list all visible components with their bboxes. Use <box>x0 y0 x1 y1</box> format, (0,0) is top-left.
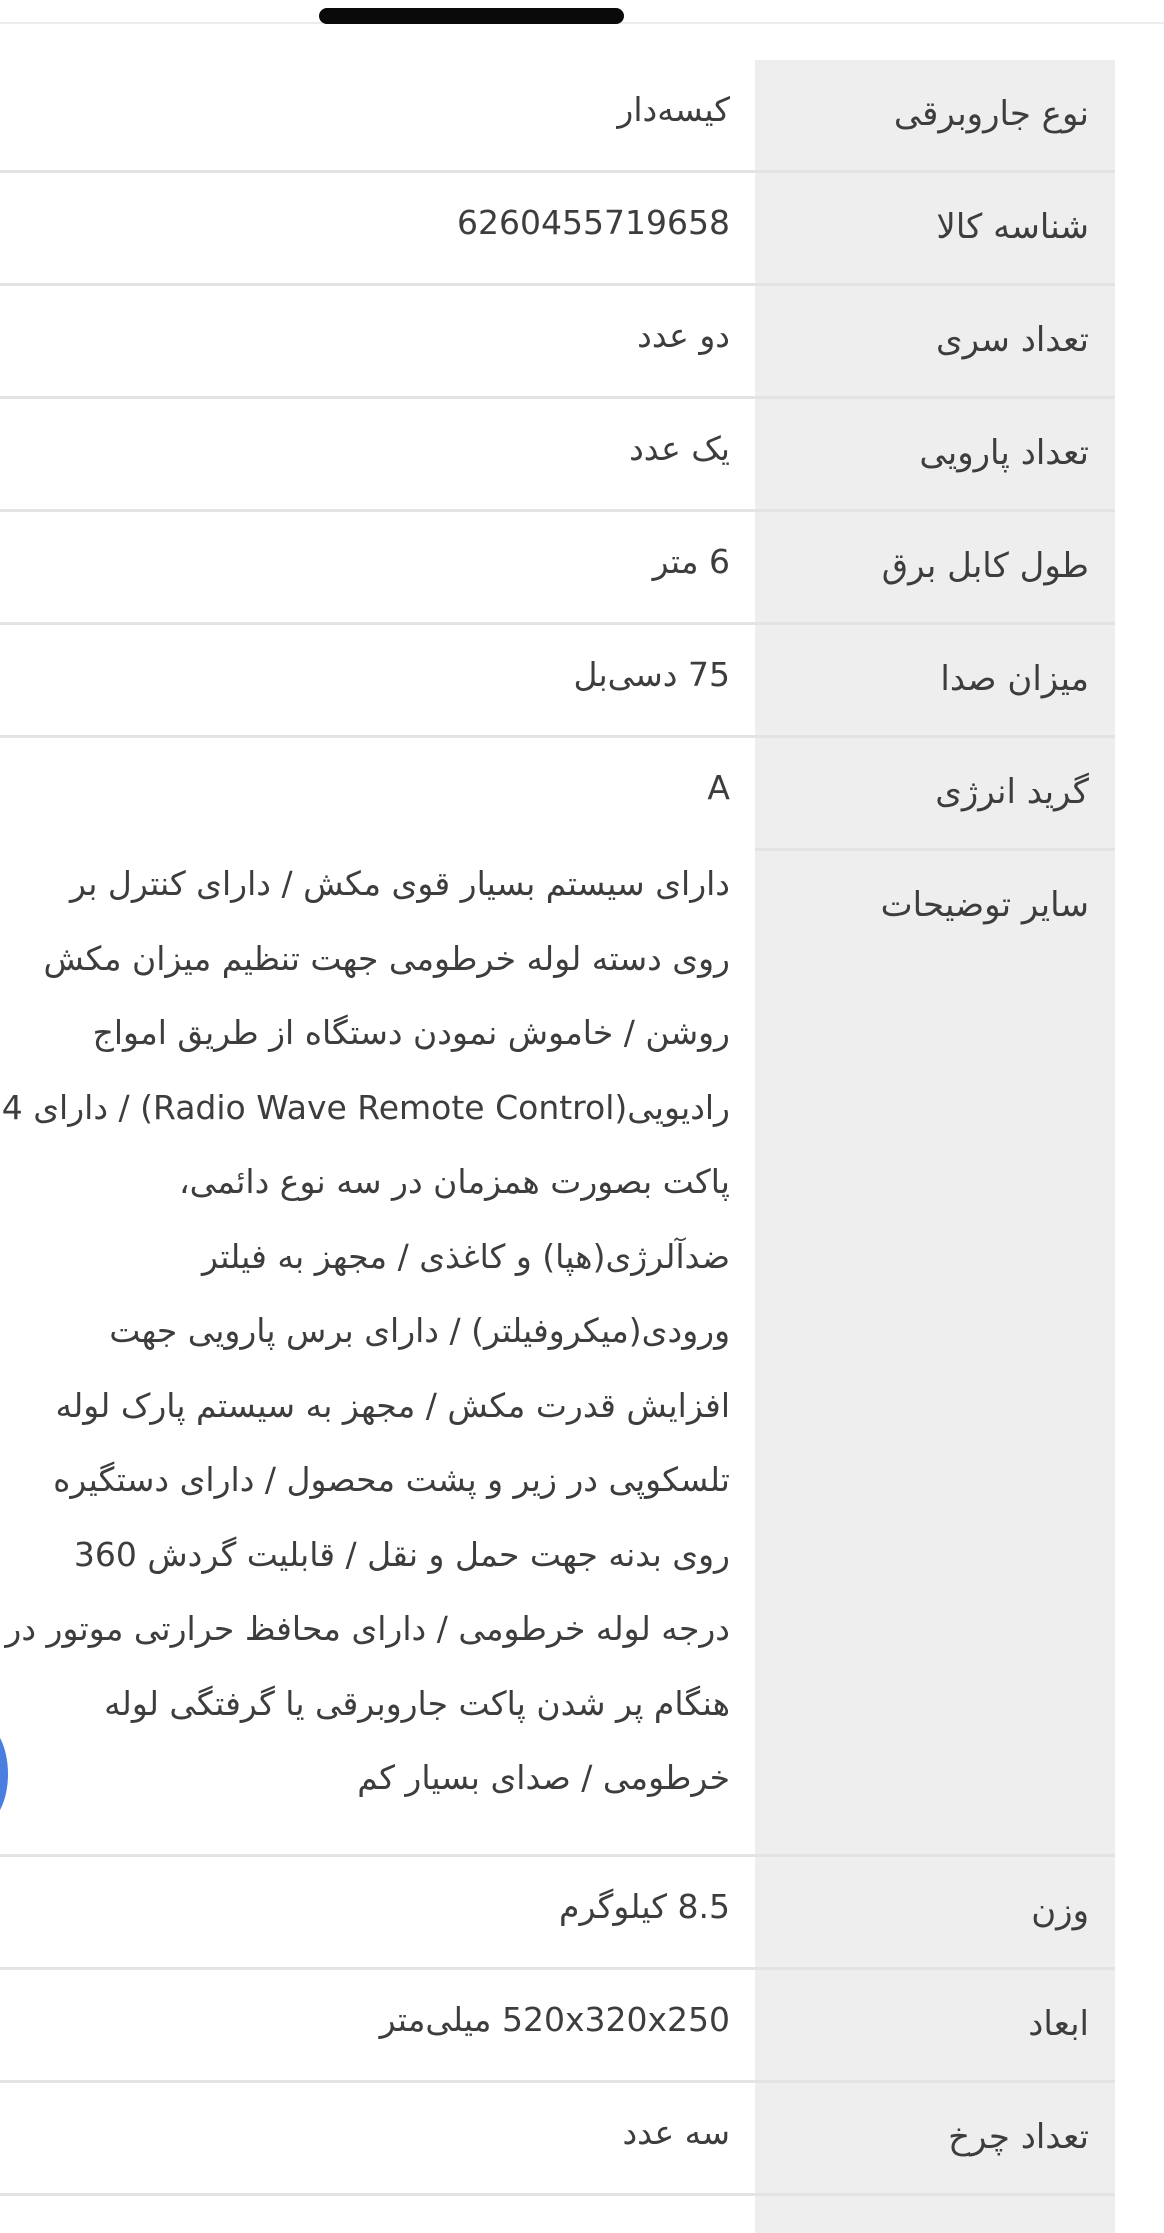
description-line: ضدآلرژی(هپا) و کاغذی / مجهز به فیلتر <box>202 1236 730 1276</box>
spec-row-partial <box>0 2196 1115 2233</box>
spec-value <box>0 2196 755 2233</box>
description-line: تلسکوپی در زیر و پشت محصول / دارای دستگیره <box>53 1460 730 1499</box>
spec-value: A <box>0 738 755 848</box>
spec-value: 6 متر <box>0 512 755 622</box>
spec-value: 6260455719658 <box>0 173 755 283</box>
spec-value: 75 دسی‌بل <box>0 625 755 735</box>
spec-label: تعداد سری <box>755 286 1115 396</box>
spec-label: تعداد پارویی <box>755 399 1115 509</box>
spec-row <box>0 512 1115 625</box>
spec-value: 520x320x250 میلی‌متر <box>0 1970 755 2080</box>
description-line: درجه لوله خرطومی / دارای محافظ حرارتی موتور در <box>5 1609 730 1648</box>
spec-row <box>0 173 1115 286</box>
spec-label: گرید انرژی <box>755 738 1115 848</box>
description-line: روی بدنه جهت حمل و نقل / قابلیت گردش 360 <box>73 1534 730 1574</box>
spec-label: وزن <box>755 1857 1115 1967</box>
sheet-drag-handle[interactable] <box>319 8 624 24</box>
description-line: روی دسته لوله خرطومی جهت تنظیم میزان مکش <box>43 938 730 978</box>
description-line: افزایش قدرت مکش / مجهز به سیستم پارک لوله <box>55 1385 730 1425</box>
description-text <box>0 847 755 1854</box>
spec-row <box>0 286 1115 399</box>
spec-label: نوع جاروبرقی <box>755 60 1115 170</box>
spec-value: 8.5 کیلوگرم <box>0 1857 755 1967</box>
spec-label <box>755 2196 1115 2233</box>
description-line: روشن / خاموش نمودن دستگاه از طریق امواج <box>92 1013 730 1052</box>
description-line: خرطومی / صدای بسیار کم <box>357 1758 730 1797</box>
spec-value: دو عدد <box>0 286 755 396</box>
spec-row <box>0 399 1115 512</box>
spec-row <box>0 60 1115 173</box>
spec-value: یک عدد <box>0 399 755 509</box>
description-line: دارای سیستم بسیار قوی مکش / دارای کنترل بر <box>70 864 730 903</box>
spec-row <box>0 2083 1115 2196</box>
spec-row <box>0 625 1115 738</box>
spec-label: تعداد چرخ <box>755 2083 1115 2193</box>
spec-value: سه عدد <box>0 2083 755 2193</box>
spec-label: سایر توضیحات <box>755 851 1115 1854</box>
description-line: رادیویی(Radio Wave Remote Control) / دارای 4 <box>1 1087 730 1127</box>
spec-row <box>0 1857 1115 1970</box>
spec-value: کیسه‌دار <box>0 60 755 170</box>
spec-row <box>0 738 1115 851</box>
description-line: ورودی(میکروفیلتر) / دارای برس پارویی جهت <box>109 1311 730 1350</box>
description-line: پاکت بصورت همزمان در سه نوع دائمی، <box>179 1162 730 1201</box>
spec-label: میزان صدا <box>755 625 1115 735</box>
spec-label: شناسه کالا <box>755 173 1115 283</box>
spec-label: طول کابل برق <box>755 512 1115 622</box>
spec-row-description <box>0 851 1115 1857</box>
spec-label: ابعاد <box>755 1970 1115 2080</box>
spec-row <box>0 1970 1115 2083</box>
description-line: هنگام پر شدن پاکت جاروبرقی یا گرفتگی لوله <box>104 1683 730 1723</box>
spec-table <box>0 60 1115 2233</box>
